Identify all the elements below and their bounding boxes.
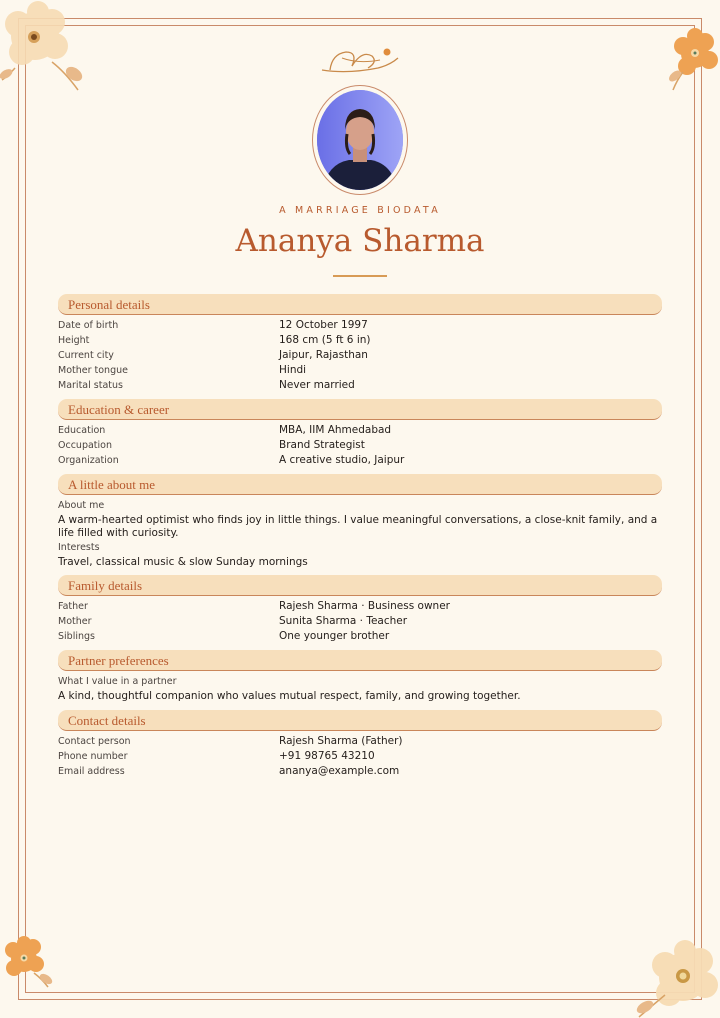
detail-value: Never married xyxy=(279,379,355,391)
detail-row xyxy=(58,364,662,379)
detail-value: Rajesh Sharma · Business owner xyxy=(279,600,450,612)
detail-label: Mother tongue xyxy=(58,365,128,376)
detail-value: Brand Strategist xyxy=(279,439,365,451)
person-name: Ananya Sharma xyxy=(235,223,485,259)
profile-photo-frame xyxy=(312,85,408,195)
section-title: Family details xyxy=(68,578,143,593)
interests-text: Travel, classical music & slow Sunday mornings xyxy=(58,556,308,568)
email-link[interactable]: ananya@example.com xyxy=(279,765,400,777)
section-title: Contact details xyxy=(68,713,146,728)
document-subtitle: A MARRIAGE BIODATA xyxy=(279,205,441,216)
about-text: A warm-hearted optimist who finds joy in little things. I value meaningful conversations, a close-knit family, and a life filled with curiosity. xyxy=(58,514,658,539)
partner-text: A kind, thoughtful companion who values mutual respect, family, and growing together. xyxy=(58,690,521,702)
section-header-education xyxy=(58,399,662,420)
detail-row xyxy=(58,424,662,439)
detail-value: Hindi xyxy=(279,364,307,376)
section-header-partner xyxy=(58,650,662,671)
section-title: Education & career xyxy=(68,402,170,417)
flower-icon xyxy=(665,28,720,98)
detail-row xyxy=(58,319,662,334)
detail-row xyxy=(58,615,662,630)
interests-label: Interests xyxy=(58,542,100,553)
detail-row xyxy=(58,600,662,615)
section-header-about xyxy=(58,474,662,495)
flower-icon xyxy=(0,0,95,95)
section-title: Personal details xyxy=(68,297,150,312)
section-header-personal xyxy=(58,294,662,315)
detail-label: Phone number xyxy=(58,751,128,762)
partner-label: What I value in a partner xyxy=(58,676,177,687)
detail-value: Jaipur, Rajasthan xyxy=(279,349,368,361)
detail-row xyxy=(58,750,662,765)
detail-row xyxy=(58,349,662,364)
detail-label: Siblings xyxy=(58,631,95,642)
detail-label: Contact person xyxy=(58,736,131,747)
detail-value: +91 98765 43210 xyxy=(279,750,375,762)
detail-row xyxy=(58,454,662,469)
detail-value: Rajesh Sharma (Father) xyxy=(279,735,403,747)
detail-label: Organization xyxy=(58,455,119,466)
detail-value: MBA, IIM Ahmedabad xyxy=(279,424,392,436)
section-title: A little about me xyxy=(68,477,156,492)
flower-icon xyxy=(625,935,720,1018)
detail-row xyxy=(58,379,662,394)
detail-label: Father xyxy=(58,601,88,612)
detail-value: 12 October 1997 xyxy=(279,319,368,331)
detail-value: 168 cm (5 ft 6 in) xyxy=(279,334,371,346)
section-title: Partner preferences xyxy=(68,653,169,668)
title-divider xyxy=(333,275,387,277)
detail-row xyxy=(58,765,662,780)
profile-photo xyxy=(317,90,403,190)
detail-label: Current city xyxy=(58,350,114,361)
detail-value: A creative studio, Jaipur xyxy=(279,454,405,466)
detail-label: Email address xyxy=(58,766,125,777)
section-header-family xyxy=(58,575,662,596)
detail-row xyxy=(58,735,662,750)
detail-label: Date of birth xyxy=(58,320,119,331)
detail-row xyxy=(58,630,662,645)
detail-label: Mother xyxy=(58,616,92,627)
detail-label: Education xyxy=(58,425,106,436)
detail-label: Marital status xyxy=(58,380,123,391)
detail-label: Height xyxy=(58,335,90,346)
flower-icon xyxy=(0,935,60,995)
about-label: About me xyxy=(58,500,105,511)
detail-row xyxy=(58,439,662,454)
detail-label: Occupation xyxy=(58,440,112,451)
detail-value: Sunita Sharma · Teacher xyxy=(279,615,408,627)
flourish-icon xyxy=(318,44,402,78)
detail-row xyxy=(58,334,662,349)
detail-value: One younger brother xyxy=(279,630,390,642)
section-header-contact xyxy=(58,710,662,731)
